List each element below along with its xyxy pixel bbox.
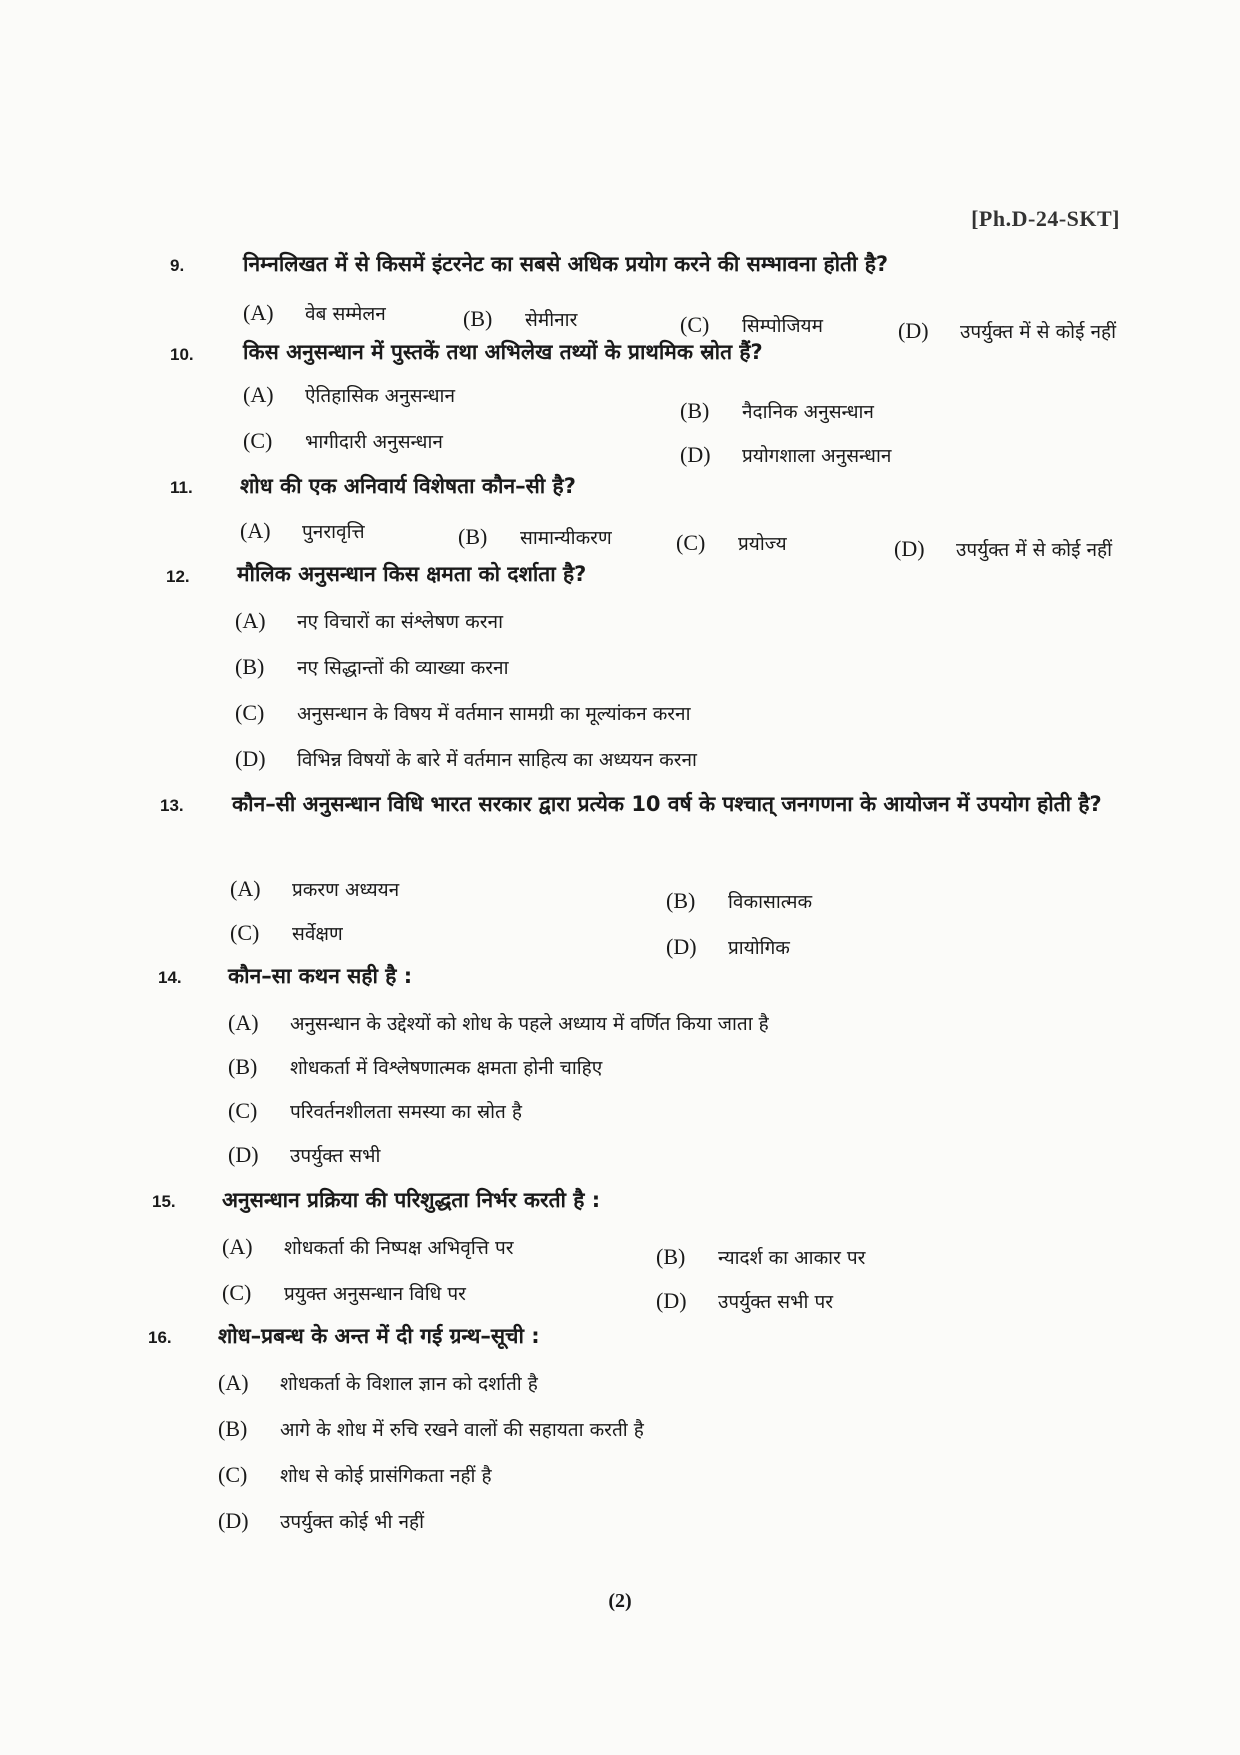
option-b (218, 1416, 644, 1442)
option-d (666, 934, 790, 960)
option-d (228, 1142, 380, 1168)
question-number: 11. (170, 478, 193, 497)
option-text: उपर्युक्त कोई भी नहीं (280, 1511, 425, 1533)
option-text: नए विचारों का संश्लेषण करना (297, 611, 503, 633)
option-label: (D) (898, 318, 929, 343)
option-label: (C) (228, 1098, 258, 1123)
question-number: 10. (170, 345, 194, 364)
option-b (680, 398, 874, 424)
option-label: (D) (218, 1508, 249, 1533)
question-text: किस अनुसन्धान में पुस्तकें तथा अभिलेख तथ्यों के प्राथमिक स्रोत हैं? (243, 340, 763, 364)
option-d (218, 1508, 424, 1534)
option-label: (B) (666, 888, 696, 913)
option-label: (A) (222, 1234, 253, 1259)
option-text: प्रयुक्त अनुसन्धान विधि पर (284, 1283, 466, 1305)
option-a (230, 876, 399, 902)
option-text: उपर्युक्त सभी पर (718, 1291, 834, 1313)
option-label: (C) (243, 428, 273, 453)
question-number: 16. (148, 1328, 172, 1347)
question-number: 14. (158, 968, 182, 987)
question-text: कौन–सी अनुसन्धान विधि भारत सरकार द्वारा प्रत्येक 10 वर्ष के पश्चात् जनगणना के आयोजन में उपयोग होती है? (232, 792, 1102, 816)
option-text: ऐतिहासिक अनुसन्धान (305, 385, 455, 407)
option-text: भागीदारी अनुसन्धान (305, 431, 443, 453)
option-text: प्रयोगशाला अनुसन्धान (742, 445, 892, 467)
option-text: अनुसन्धान के उद्देश्यों को शोध के पहले अध्याय में वर्णित किया जाता है (290, 1013, 769, 1035)
option-text: उपर्युक्त सभी (290, 1145, 381, 1167)
option-text: सिम्पोजियम (742, 315, 823, 337)
question-text: अनुसन्धान प्रक्रिया की परिशुद्धता निर्भर करती है : (222, 1188, 601, 1212)
option-text: उपर्युक्त में से कोई नहीं (960, 321, 1116, 343)
option-label: (B) (656, 1244, 686, 1269)
question-text: कौन–सा कथन सही है : (228, 964, 413, 988)
option-label: (D) (666, 934, 697, 959)
option-a (235, 608, 503, 634)
question-text: शोध–प्रबन्ध के अन्त में दी गई ग्रन्थ–सूची : (218, 1324, 540, 1348)
option-c (228, 1098, 522, 1124)
question-text: शोध की एक अनिवार्य विशेषता कौन–सी है? (240, 474, 576, 498)
question-text: मौलिक अनुसन्धान किस क्षमता को दर्शाता है? (237, 562, 587, 586)
option-label: (C) (230, 920, 260, 945)
option-label: (A) (243, 300, 274, 325)
question-number: 12. (166, 567, 190, 586)
page-number: (2) (608, 1590, 632, 1612)
option-text: नैदानिक अनुसन्धान (742, 401, 874, 423)
option-text: सेमीनार (525, 309, 578, 331)
question-number: 9. (170, 256, 185, 275)
option-b (463, 306, 577, 332)
question-text: निम्नलिखत में से किसमें इंटरनेट का सबसे अधिक प्रयोग करने की सम्भावना होती है? (243, 252, 889, 276)
option-label: (A) (243, 382, 274, 407)
option-c (235, 700, 691, 726)
option-text: सर्वेक्षण (292, 923, 343, 945)
option-text: नए सिद्धान्तों की व्याख्या करना (297, 657, 509, 679)
option-label: (A) (230, 876, 261, 901)
option-text: आगे के शोध में रुचि रखने वालों की सहायता करती है (280, 1419, 644, 1441)
option-text: उपर्युक्त में से कोई नहीं (956, 539, 1112, 561)
question-number: 13. (160, 796, 184, 815)
option-text: परिवर्तनशीलता समस्या का स्रोत है (290, 1101, 522, 1123)
option-label: (A) (240, 518, 271, 543)
option-c (243, 428, 443, 454)
option-label: (D) (235, 746, 266, 771)
option-label: (B) (235, 654, 265, 679)
option-label: (B) (218, 1416, 248, 1441)
option-label: (D) (894, 536, 925, 561)
option-label: (B) (680, 398, 710, 423)
option-c (676, 530, 787, 556)
option-d (680, 442, 891, 468)
option-label: (A) (228, 1010, 259, 1035)
paper-code: [Ph.D-24-SKT] (971, 206, 1120, 231)
option-text: शोधकर्ता में विश्लेषणात्मक क्षमता होनी चाहिए (290, 1057, 603, 1079)
option-a (218, 1370, 538, 1396)
option-b (458, 524, 612, 550)
option-text: वेब सम्मेलन (305, 303, 386, 325)
option-text: प्रयोज्य (738, 533, 787, 555)
option-label: (C) (676, 530, 706, 555)
option-d (656, 1288, 833, 1314)
option-text: शोधकर्ता की निष्पक्ष अभिवृत्ति पर (284, 1237, 514, 1259)
option-text: विभिन्न विषयों के बारे में वर्तमान साहित्य का अध्ययन करना (297, 749, 697, 771)
option-a (240, 518, 365, 544)
option-label: (B) (463, 306, 493, 331)
option-label: (A) (235, 608, 266, 633)
option-b (235, 654, 509, 680)
option-label: (A) (218, 1370, 249, 1395)
option-label: (C) (218, 1462, 248, 1487)
option-c (230, 920, 343, 946)
option-text: विकासात्मक (728, 891, 813, 913)
option-a (243, 300, 386, 326)
option-b (666, 888, 812, 914)
option-b (656, 1244, 865, 1270)
option-text: अनुसन्धान के विषय में वर्तमान सामग्री का मूल्यांकन करना (297, 703, 691, 725)
option-text: शोधकर्ता के विशाल ज्ञान को दर्शाती है (280, 1373, 538, 1395)
option-a (222, 1234, 514, 1260)
option-d (235, 746, 697, 772)
option-label: (C) (235, 700, 265, 725)
option-text: प्रकरण अध्ययन (292, 879, 400, 901)
option-c (218, 1462, 492, 1488)
option-label: (D) (656, 1288, 687, 1313)
option-c (222, 1280, 466, 1306)
option-label: (D) (680, 442, 711, 467)
option-a (243, 382, 455, 408)
option-text: सामान्यीकरण (520, 527, 612, 549)
option-label: (B) (458, 524, 488, 549)
option-label: (C) (680, 312, 710, 337)
option-text: प्रायोगिक (728, 937, 790, 959)
option-text: शोध से कोई प्रासंगिकता नहीं है (280, 1465, 492, 1487)
option-text: पुनरावृत्ति (302, 521, 365, 543)
option-text: न्यादर्श का आकार पर (718, 1247, 866, 1269)
option-label: (D) (228, 1142, 259, 1167)
question-number: 15. (152, 1192, 176, 1211)
option-label: (C) (222, 1280, 252, 1305)
option-label: (B) (228, 1054, 258, 1079)
option-b (228, 1054, 602, 1080)
option-a (228, 1010, 769, 1036)
